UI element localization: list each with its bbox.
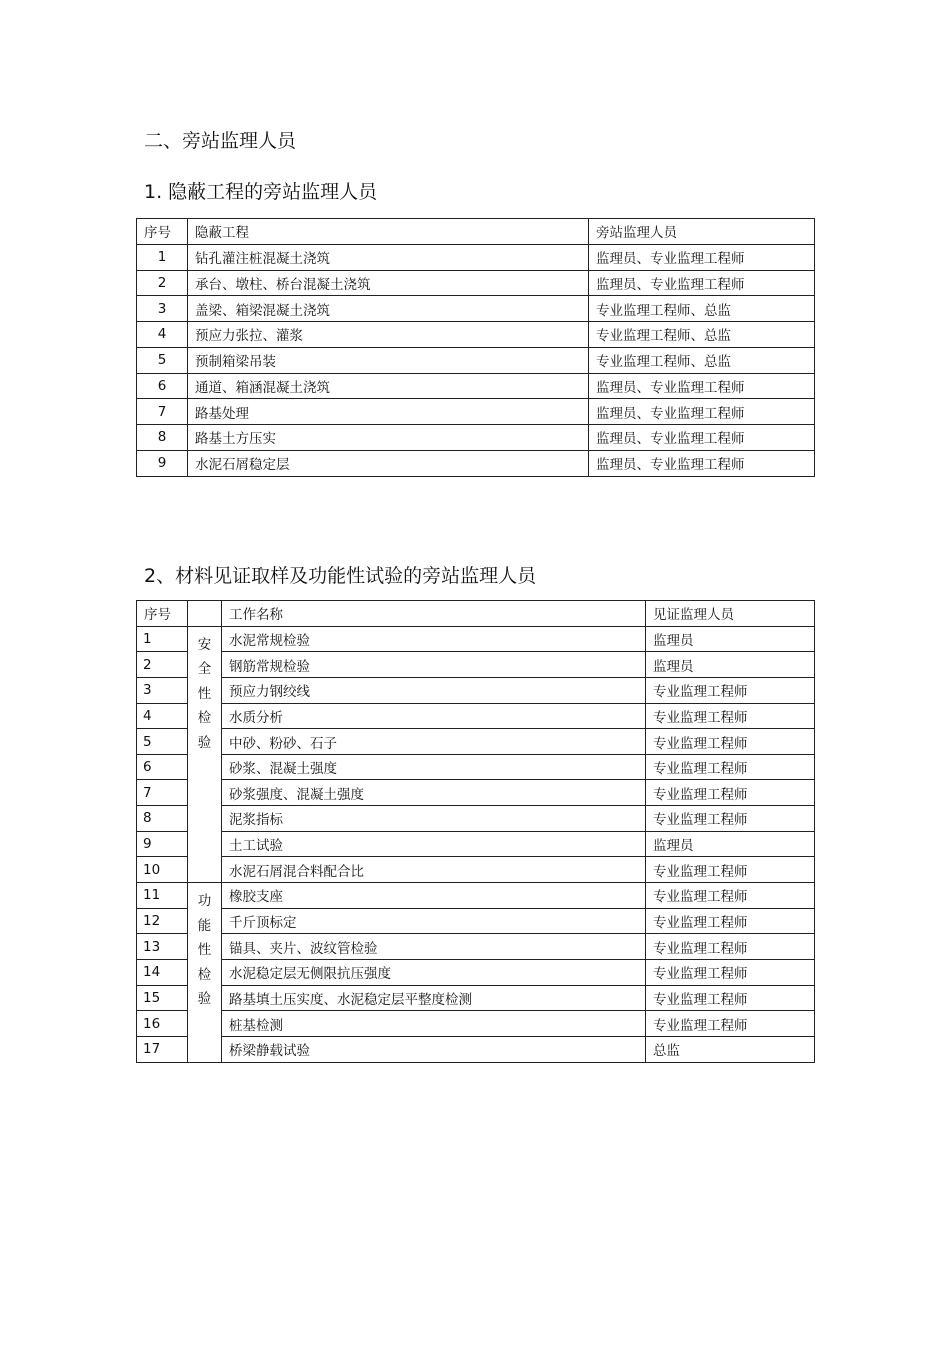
table-row	[137, 425, 815, 451]
work-item: 水质分析	[222, 703, 646, 729]
work-item: 路基土方压实	[188, 425, 589, 451]
supervisor: 专业监理工程师	[646, 857, 815, 883]
supervisor: 专业监理工程师	[646, 934, 815, 960]
section1-heading: 1. 隐蔽工程的旁站监理人员	[144, 181, 378, 203]
concealed-works-table	[136, 218, 815, 477]
supervisor: 监理员	[646, 626, 815, 652]
section2-heading: 2、材料见证取样及功能性试验的旁站监理人员	[144, 565, 537, 587]
row-number: 12	[137, 908, 188, 934]
table-row	[137, 831, 815, 857]
table-row	[137, 373, 815, 399]
category-char: 功	[197, 893, 212, 910]
material-testing-table	[136, 600, 815, 1063]
category-char: 全	[197, 661, 212, 678]
supervisor: 监理员	[646, 652, 815, 678]
row-number: 2	[137, 652, 188, 678]
work-item: 砂浆、混凝土强度	[222, 754, 646, 780]
page-title: 二、旁站监理人员	[144, 130, 297, 152]
supervisor: 专业监理工程师	[646, 754, 815, 780]
work-item: 泥浆指标	[222, 806, 646, 832]
table-row	[137, 652, 815, 678]
table-row	[137, 626, 815, 652]
row-number: 8	[137, 806, 188, 832]
row-number: 15	[137, 985, 188, 1011]
table-row	[137, 754, 815, 780]
table-row	[137, 703, 815, 729]
table-row	[137, 857, 815, 883]
work-item: 预应力钢绞线	[222, 677, 646, 703]
row-number: 14	[137, 959, 188, 985]
work-item: 砂浆强度、混凝土强度	[222, 780, 646, 806]
table-row	[137, 399, 815, 425]
work-item: 桩基检测	[222, 1011, 646, 1037]
work-item: 水泥常规检验	[222, 626, 646, 652]
supervisor: 监理员、专业监理工程师	[589, 399, 815, 425]
table-header-row	[137, 219, 815, 245]
work-item: 水泥石屑混合料配合比	[222, 857, 646, 883]
work-item: 预制箱梁吊装	[188, 347, 589, 373]
work-item: 中砂、粉砂、石子	[222, 729, 646, 755]
category-function	[188, 883, 222, 1062]
work-item: 路基填土压实度、水泥稳定层平整度检测	[222, 985, 646, 1011]
work-item: 钻孔灌注桩混凝土浇筑	[188, 244, 589, 270]
table-row	[137, 780, 815, 806]
supervisor: 监理员、专业监理工程师	[589, 244, 815, 270]
row-number: 13	[137, 934, 188, 960]
row-number: 9	[137, 831, 188, 857]
header-staff: 旁站监理人员	[589, 219, 815, 245]
row-number: 3	[137, 677, 188, 703]
category-char: 安	[197, 636, 212, 653]
work-item: 锚具、夹片、波纹管检验	[222, 934, 646, 960]
table-row	[137, 806, 815, 832]
row-number: 1	[137, 244, 188, 270]
row-number: 2	[137, 270, 188, 296]
table-row	[137, 1036, 815, 1062]
supervisor: 专业监理工程师	[646, 780, 815, 806]
row-number: 3	[137, 296, 188, 322]
supervisor: 专业监理工程师	[646, 806, 815, 832]
supervisor: 专业监理工程师	[646, 883, 815, 909]
category-char: 性	[197, 685, 212, 702]
category-char: 验	[197, 734, 212, 751]
supervisor: 专业监理工程师、总监	[589, 347, 815, 373]
work-item: 钢筋常规检验	[222, 652, 646, 678]
work-item: 土工试验	[222, 831, 646, 857]
supervisor: 总监	[646, 1036, 815, 1062]
work-item: 橡胶支座	[222, 883, 646, 909]
row-number: 7	[137, 780, 188, 806]
work-item: 盖梁、箱梁混凝土浇筑	[188, 296, 589, 322]
header-staff: 见证监理人员	[646, 601, 815, 627]
supervisor: 监理员	[646, 831, 815, 857]
supervisor: 专业监理工程师	[646, 677, 815, 703]
row-number: 17	[137, 1036, 188, 1062]
header-no: 序号	[137, 601, 188, 627]
row-number: 6	[137, 373, 188, 399]
header-no: 序号	[137, 219, 188, 245]
category-char: 检	[197, 710, 212, 727]
supervisor: 专业监理工程师	[646, 959, 815, 985]
supervisor: 专业监理工程师、总监	[589, 322, 815, 348]
header-category	[188, 601, 222, 627]
table-row	[137, 883, 815, 909]
table-row	[137, 677, 815, 703]
work-item: 桥梁静载试验	[222, 1036, 646, 1062]
table-row	[137, 244, 815, 270]
table-row	[137, 1011, 815, 1037]
header-work: 工作名称	[222, 601, 646, 627]
table-row	[137, 729, 815, 755]
supervisor: 监理员、专业监理工程师	[589, 425, 815, 451]
row-number: 1	[137, 626, 188, 652]
row-number: 10	[137, 857, 188, 883]
category-char: 能	[197, 917, 212, 934]
table-row	[137, 959, 815, 985]
row-number: 8	[137, 425, 188, 451]
supervisor: 监理员、专业监理工程师	[589, 450, 815, 476]
supervisor: 专业监理工程师	[646, 1011, 815, 1037]
table-row	[137, 322, 815, 348]
category-safety	[188, 626, 222, 882]
table-row	[137, 985, 815, 1011]
row-number: 6	[137, 754, 188, 780]
work-item: 承台、墩柱、桥台混凝土浇筑	[188, 270, 589, 296]
table-row	[137, 270, 815, 296]
table-row	[137, 934, 815, 960]
table-row	[137, 908, 815, 934]
work-item: 水泥稳定层无侧限抗压强度	[222, 959, 646, 985]
category-char: 性	[197, 942, 212, 959]
row-number: 4	[137, 703, 188, 729]
table-row	[137, 296, 815, 322]
supervisor: 监理员、专业监理工程师	[589, 373, 815, 399]
supervisor: 监理员、专业监理工程师	[589, 270, 815, 296]
supervisor: 专业监理工程师	[646, 729, 815, 755]
work-item: 路基处理	[188, 399, 589, 425]
supervisor: 专业监理工程师、总监	[589, 296, 815, 322]
work-item: 水泥石屑稳定层	[188, 450, 589, 476]
supervisor: 专业监理工程师	[646, 703, 815, 729]
table-row	[137, 450, 815, 476]
supervisor: 专业监理工程师	[646, 985, 815, 1011]
table-header-row	[137, 601, 815, 627]
category-char: 检	[197, 966, 212, 983]
row-number: 16	[137, 1011, 188, 1037]
table-row	[137, 347, 815, 373]
category-char: 验	[197, 991, 212, 1008]
row-number: 5	[137, 347, 188, 373]
row-number: 9	[137, 450, 188, 476]
row-number: 4	[137, 322, 188, 348]
row-number: 5	[137, 729, 188, 755]
supervisor: 专业监理工程师	[646, 908, 815, 934]
row-number: 11	[137, 883, 188, 909]
work-item: 通道、箱涵混凝土浇筑	[188, 373, 589, 399]
header-work: 隐蔽工程	[188, 219, 589, 245]
work-item: 预应力张拉、灌浆	[188, 322, 589, 348]
row-number: 7	[137, 399, 188, 425]
work-item: 千斤顶标定	[222, 908, 646, 934]
